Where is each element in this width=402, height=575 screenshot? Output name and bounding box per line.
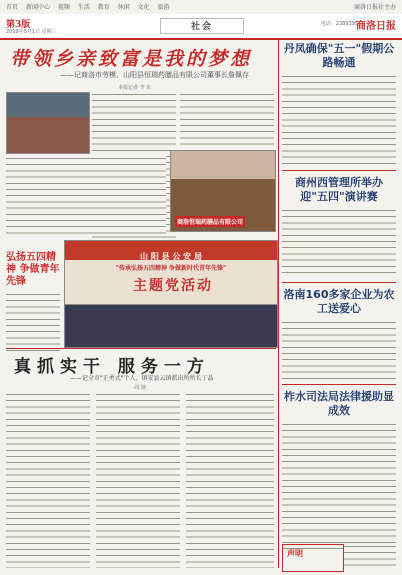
- article-subhead: ——记商洛市劳模、山阳县恒瑞药膳品有限公司董事长詹佩存: [60, 71, 249, 79]
- article-body: [6, 156, 166, 236]
- right-body: [282, 208, 396, 278]
- article2-byline: 周 浏: [134, 385, 146, 391]
- nav-item[interactable]: 生活: [77, 4, 90, 11]
- right-article: [282, 42, 396, 164]
- notice-title: 声明: [287, 549, 303, 558]
- right-body: [282, 74, 396, 164]
- article2-body: [96, 392, 180, 568]
- right-headline[interactable]: 柞水司法局法律援助显成效: [284, 390, 394, 417]
- article2-body: [186, 392, 274, 568]
- article2-subhead: ——记全市"正勇式"个人、镇安县云镇派出所所长丁晶: [70, 375, 214, 382]
- divider: [282, 282, 396, 283]
- notice-box: [282, 544, 344, 572]
- nav-item[interactable]: 教育: [97, 4, 110, 11]
- top-nav: [0, 0, 402, 15]
- right-headline[interactable]: 洛南160多家企业为农工送爱心: [283, 288, 395, 315]
- column-divider: [278, 40, 279, 568]
- article-byline: 本报记者 李 东: [118, 85, 152, 91]
- divider: [282, 384, 396, 385]
- stage-banner-text: 山 阳 县 公 安 局: [140, 251, 202, 261]
- photo-caption: 商洛恒瑞药膳品有限公司: [175, 216, 245, 227]
- event-photo[interactable]: [64, 240, 278, 348]
- right-headline[interactable]: 丹凤确保"五一"假期公路畅通: [283, 42, 395, 69]
- stage-banner-title: 主题党活动: [133, 278, 213, 294]
- divider: [282, 170, 396, 171]
- right-article: [282, 176, 396, 278]
- article-body: [180, 92, 274, 146]
- edition-label: 第3版: [6, 20, 31, 30]
- publisher: 商洛日报社主办: [353, 4, 396, 11]
- page-banner: [0, 14, 402, 40]
- nav-item[interactable]: 首页: [6, 4, 19, 11]
- nav-item[interactable]: 文化: [137, 4, 150, 11]
- nav-item[interactable]: 旅游: [157, 4, 170, 11]
- stage-banner-slogan: "传承弘扬五四精神 争做新时代青年先锋": [115, 265, 227, 272]
- company-photo[interactable]: [170, 150, 276, 232]
- article2-headline[interactable]: 真抓实干 服务一方: [14, 357, 210, 377]
- newspaper-logo: 商洛日报: [356, 21, 396, 32]
- contact-phone: 电话：2389395: [320, 21, 358, 27]
- article-headline[interactable]: 带领乡亲致富是我的梦想: [10, 48, 253, 70]
- issue-date: 2019年5月1日 星期三: [6, 29, 57, 35]
- nav-links: [6, 2, 176, 11]
- right-article: [282, 390, 396, 554]
- sidebar-title[interactable]: 弘扬五四精神 争做青年先锋: [6, 252, 60, 287]
- article-photo[interactable]: [6, 92, 90, 154]
- sidebar-news: [6, 252, 60, 352]
- right-article: [282, 288, 396, 380]
- right-headline[interactable]: 商州西管理所举办迎"五四"演讲赛: [295, 176, 383, 203]
- nav-item[interactable]: 新闻中心: [25, 4, 50, 11]
- nav-item[interactable]: 视频: [57, 4, 70, 11]
- classified-ads: [344, 544, 396, 570]
- right-body: [282, 320, 396, 380]
- right-body: [282, 422, 396, 554]
- section-title: 社会: [160, 18, 244, 34]
- nav-item[interactable]: 休闲: [117, 4, 130, 11]
- sidebar-body: [6, 292, 60, 352]
- divider: [6, 348, 276, 349]
- article2-body: [6, 392, 90, 568]
